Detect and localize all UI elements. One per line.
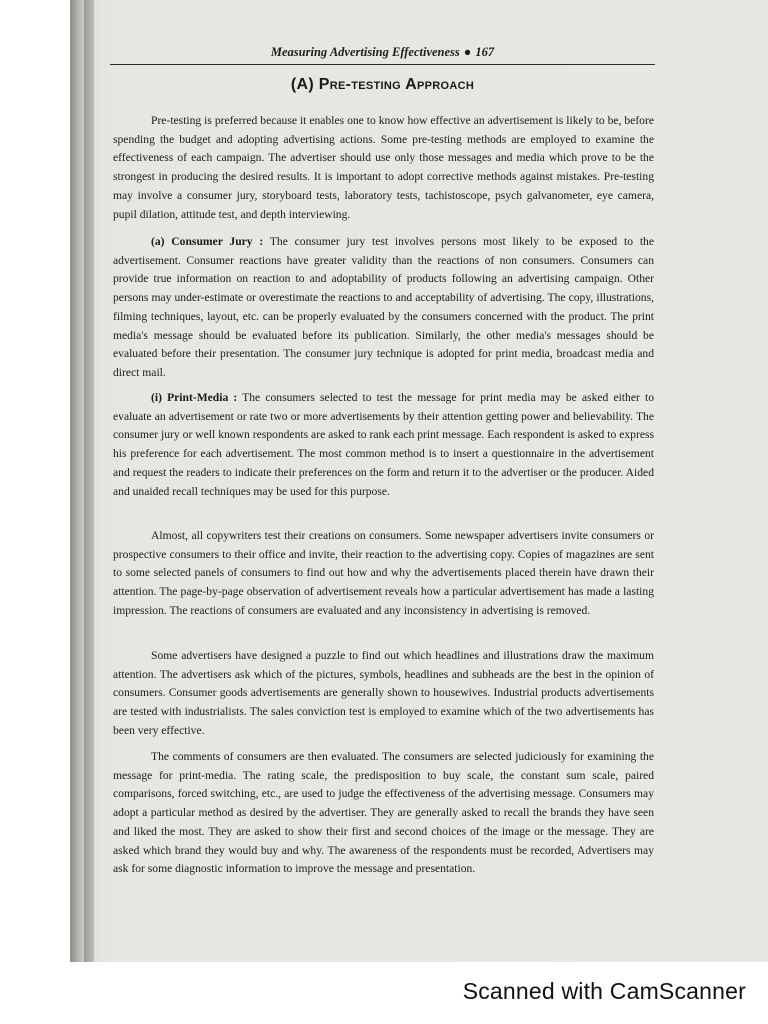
paragraph-puzzle-test [113,647,654,741]
paragraph-print-media [113,389,654,501]
paragraph-text: The consumers selected to test the message for print media may be asked either to evaluate an advertisement or rate two or more advertisements by their attention getting power and believability. The consumer jury or well known respondents are asked to rank each print message. Each respondent is asked to express his preference for each advertisement. The most common method is to insert a questionnaire in the advertisement and request the readers to indicate their preferences on the form and return it to the advertiser or the producer. Aided and unaided recall techniques may be used for this purpose. [113,391,654,498]
page-number: 167 [475,45,495,59]
paragraph-lead: (i) Print-Media : [151,391,238,404]
book-spine-shadow [84,0,94,962]
header-rule [110,64,655,65]
paragraph-comments-evaluated [113,748,654,879]
paragraph-text: Pre-testing is preferred because it enables one to know how effective an advertisement is likely to be, before spending the budget and adopting advertising actions. Some pre-testing methods are employed to examine the effectiveness of each campaign. The advertiser should use only those messages and media which prove to be the strongest in producing the desired results. It is important to adopt corrective methods against mistakes. Pre-testing may involve a consumer jury, storyboard tests, laboratory tests, tachistoscope, psych galvanometer, eye camera, pupil dilation, attitude test, and depth interviewing. [113,114,654,221]
camscanner-watermark: Scanned with CamScanner [462,978,746,1004]
paragraph-lead: (a) Consumer Jury : [151,235,264,248]
paragraph-text: Almost, all copywriters test their creations on consumers. Some newspaper advertisers invite consumers or prospective consumers to their office and invite, their reaction to the advertising copy. Copies of magazines are sent to some selected panels of consumers to find out how and why the advertisements placed therein have drawn their attention. The page-by-page observation of advertisement reveals how a particular advertisement has made a lasting impression. The reactions of consumers are evaluated and any inconsistency in advertising is removed. [113,529,654,617]
paragraph-consumer-jury [113,233,654,383]
paragraph-text: The comments of consumers are then evaluated. The consumers are selected judiciously for examining the message for print-media. The rating scale, the predisposition to buy scale, the constant sum scale, paired comparisons, forced switching, etc., are used to judge the effectiveness of the advertising message. Consumers may adopt a particular method as desired by the advertiser. They are generally asked to recall the brands they have seen and liked the most. They are asked to show their first and second choices of the image or the message. They are asked which brand they would buy and why. The awareness of the respondents must be recorded, Advertisers may ask for some diagnostic information to improve the message and presentation. [113,750,654,876]
bullet-separator: ● [463,45,472,59]
paragraph-text: Some advertisers have designed a puzzle to find out which headlines and illustrations draw the maximum attention. The advertisers ask which of the pictures, symbols, headlines and subheads are the best in the opinion of consumers. Consumer goods advertisements are generally shown to housewives. Industrial products advertisements are tested with industrialists. The sales conviction test is employed to examine which of the two advertisements has been very effective. [113,649,654,737]
running-head-title: Measuring Advertising Effectiveness [270,45,460,59]
running-header [110,44,655,60]
paragraph-pretesting-intro [113,112,654,224]
section-title: (A) Pre-testing Approach [290,76,475,93]
paragraph-copywriters [113,527,654,621]
paragraph-text: The consumer jury test involves persons most likely to be exposed to the advertisement. Consumer reactions have greater validity than the reactions of non consumers. Consumers can provide true information on reaction to and adoptability of products following an advertising campaign. Other persons may under-estimate or overestimate the reactions to and acceptability of advertising. The copy, illustrations, filming techniques, layout, etc. can be properly evaluated by the consumers concerned with the product. The print media's message should be evaluated before its publication. Similarly, the other media's messages should be evaluated before their presentation. The consumer jury technique is adopted for print media, broadcast media and direct mail. [113,235,654,379]
